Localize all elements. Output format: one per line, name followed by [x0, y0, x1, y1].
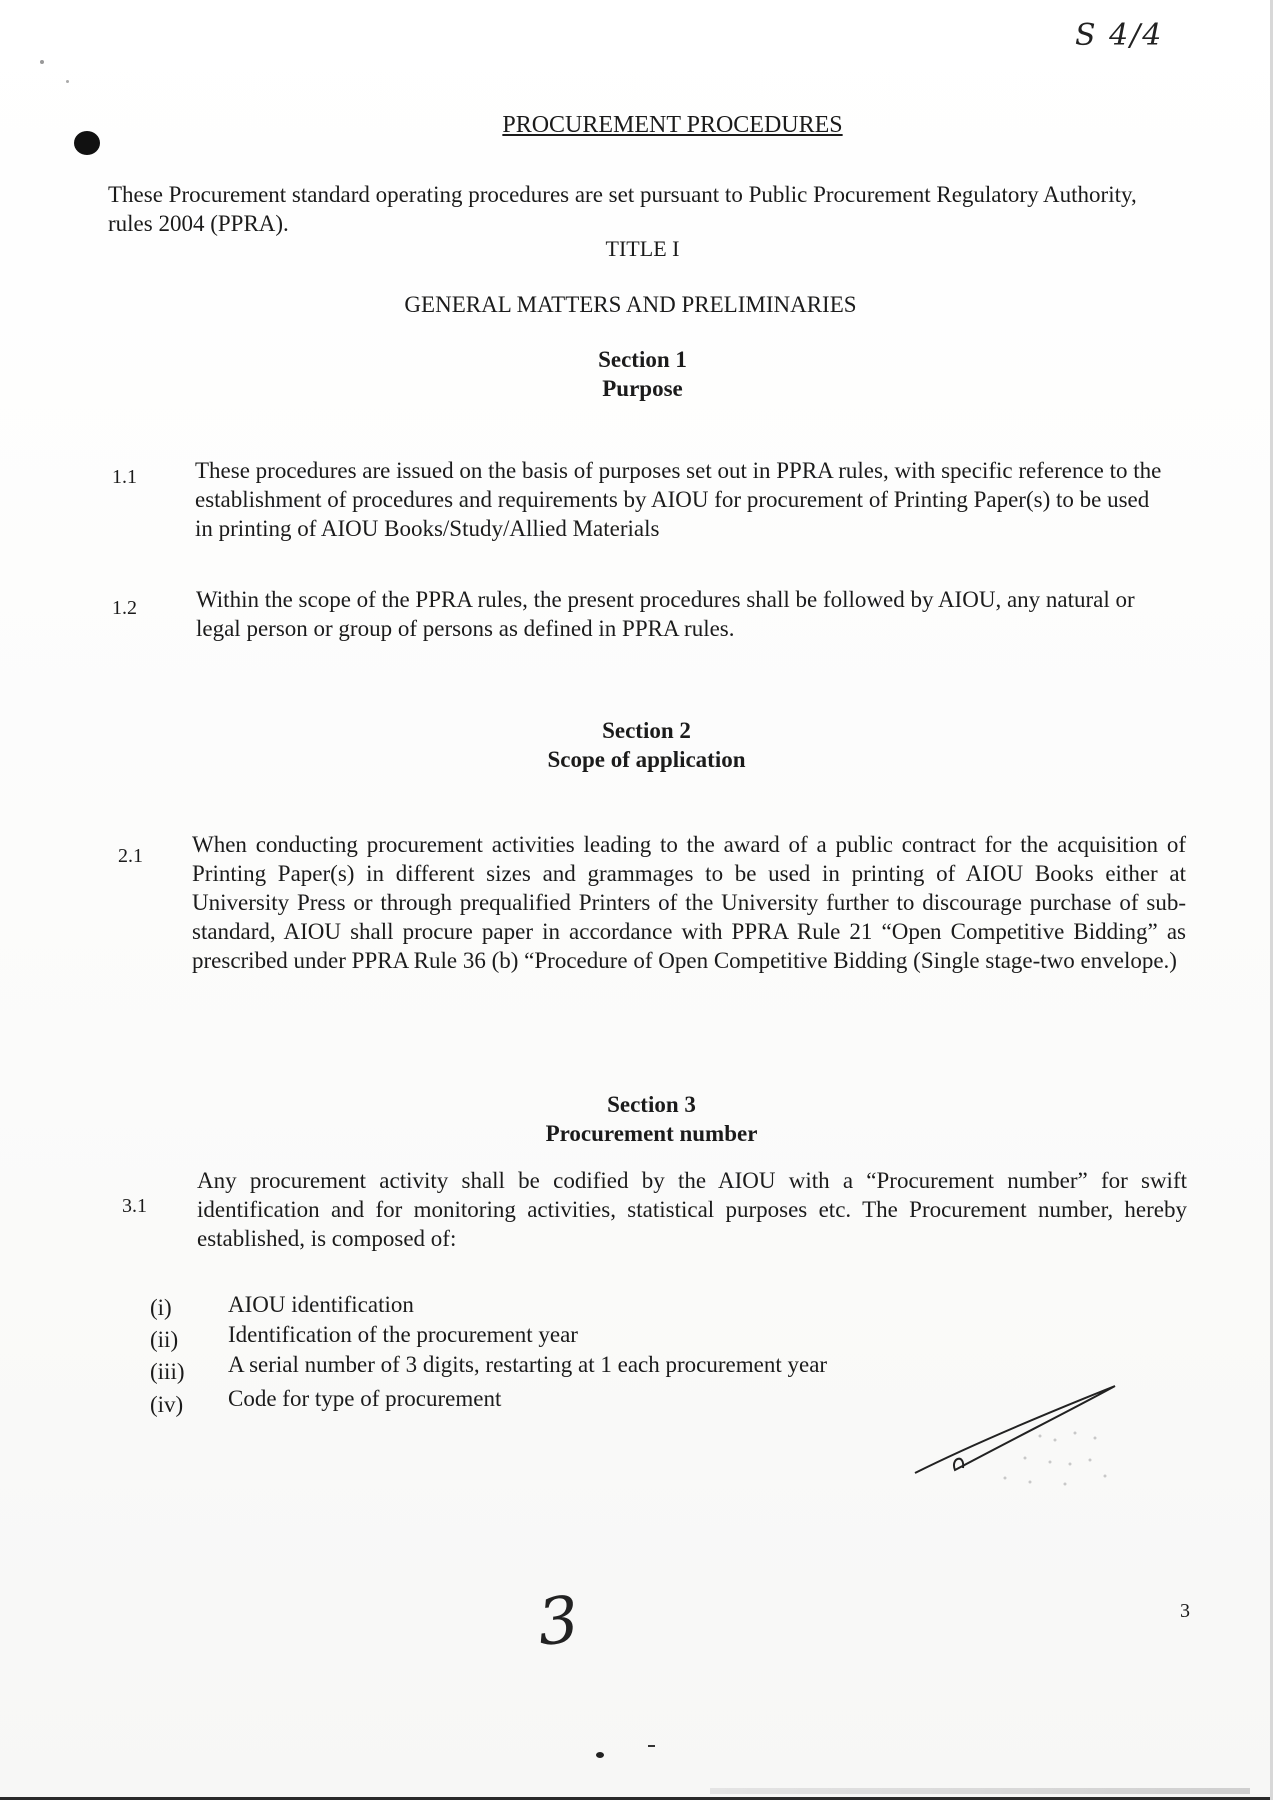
clause-1-2-number: 1.2: [112, 597, 137, 619]
bottom-speck: [596, 1752, 604, 1758]
clause-2-1-number: 2.1: [118, 845, 143, 867]
section-2-number: Section 2: [602, 718, 691, 743]
section-2-name: Scope of application: [547, 747, 746, 772]
list-item-marker: (ii): [150, 1327, 179, 1352]
list-item-text: Code for type of procurement: [228, 1386, 502, 1411]
intro-paragraph: These Procurement standard operating procedures are set pursuant to Public Procurement Regulatory Authority, rules 2004 (PPRA).: [108, 182, 1137, 236]
margin-speck: [40, 60, 44, 64]
clause-3-1-text: Any procurement activity shall be codified by the AIOU with a “Procurement number” for swift identification and for monitoring activities, statistical purposes etc. The Procurement number, hereby established, is composed of:: [197, 1168, 1187, 1251]
section-1-name: Purpose: [602, 376, 683, 401]
list-item-text: AIOU identification: [228, 1292, 414, 1317]
clause-1-1-text: These procedures are issued on the basis of purposes set out in PPRA rules, with specific reference to the establishment of procedures and requirements by AIOU for procurement of Printing Paper(s) to be used in printing of AIOU Books/Study/Allied Materials: [195, 458, 1162, 541]
clause-1-1-number: 1.1: [112, 466, 137, 488]
section-3-number: Section 3: [607, 1092, 696, 1117]
bottom-speck: [648, 1745, 655, 1747]
page-heading: PROCUREMENT PROCEDURES: [502, 112, 843, 138]
signature-mark: [905, 1378, 1135, 1498]
list-item-marker: (i): [150, 1295, 172, 1320]
clause-3-1-number: 3.1: [122, 1195, 147, 1217]
page-number: 3: [1180, 1600, 1190, 1622]
handwritten-folio-note: S 4/4: [1075, 18, 1164, 53]
title-label: TITLE I: [605, 236, 680, 261]
clause-2-1-text: When conducting procurement activities leading to the award of a public contract for the acquisition of Printing Paper(s) in different sizes and grammages to be used in printing of AIOU Books either at University Press or through prequalified Printers of the University further to discourage purchase of sub-standard, AIOU shall procure paper in accordance with PPRA Rule 21 “Open Competitive Bidding” as prescribed under PPRA Rule 36 (b) “Procedure of Open Competitive Bidding (Single stage-two envelope.): [192, 832, 1186, 973]
section-1-number: Section 1: [598, 347, 687, 372]
list-item-marker: (iv): [150, 1392, 184, 1417]
list-item-marker: (iii): [150, 1359, 185, 1384]
list-item-text: Identification of the procurement year: [228, 1322, 578, 1347]
clause-1-2-text: Within the scope of the PPRA rules, the present procedures shall be followed by AIOU, any natural or legal person or group of persons as defined in PPRA rules.: [196, 587, 1135, 641]
margin-speck: [66, 80, 69, 83]
list-item-text: A serial number of 3 digits, restarting at 1 each procurement year: [228, 1352, 828, 1377]
title-subtitle: GENERAL MATTERS AND PRELIMINARIES: [404, 292, 857, 317]
scan-bottom-shade: [710, 1788, 1250, 1794]
section-3-name: Procurement number: [545, 1121, 758, 1146]
handwritten-bottom-mark: 3: [534, 1583, 583, 1661]
